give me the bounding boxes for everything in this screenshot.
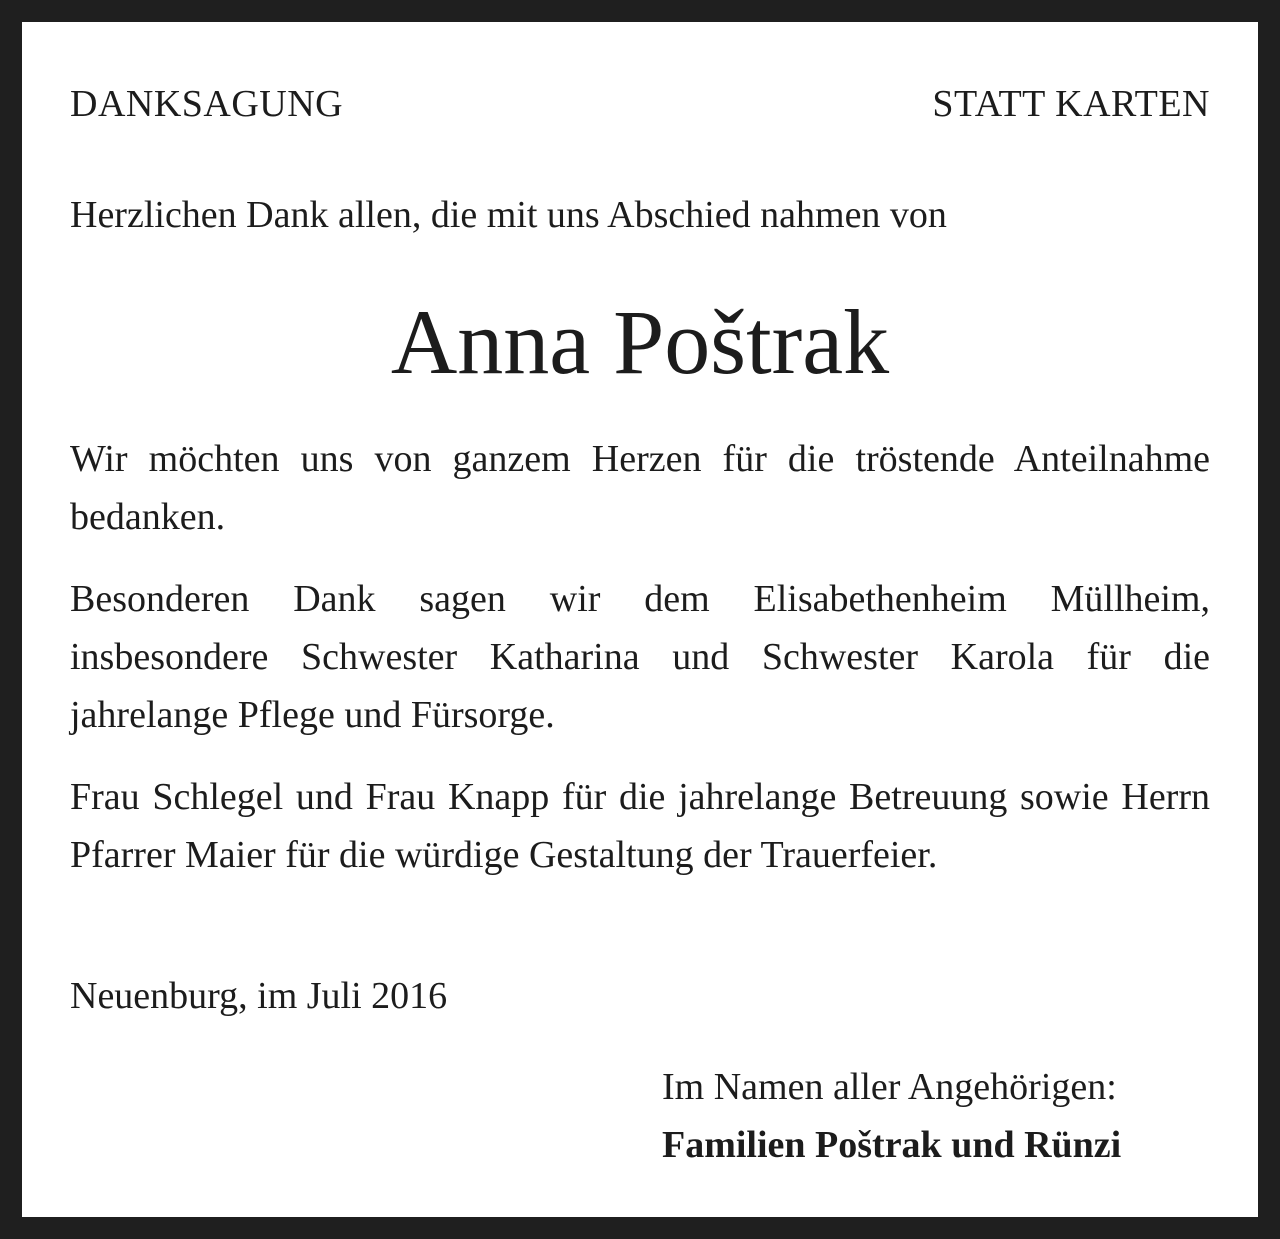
header-row (70, 84, 1210, 124)
paragraph-condolences: Wir möchten uns von ganzem Herzen für die tröstende Anteilnahme bedanken. (70, 438, 1210, 538)
signature-line: Im Namen aller Angehörigen: (662, 1066, 1117, 1108)
paragraph-support: Frau Schlegel und Frau Knapp für die jahrelange Betreuung sowie Herrn Pfarrer Maier für die würdige Gestaltung der Trauerfeier. (70, 776, 1210, 876)
signature-block (662, 1058, 1121, 1174)
header-no-cards-label: STATT KARTEN (932, 83, 1210, 125)
obituary-card (22, 22, 1258, 1217)
paragraph-care-home: Besonderen Dank sagen wir dem Elisabethenheim Müllheim, insbesondere Schwester Katharina und Schwester Karola für die jahrelange Pflege und Fürsorge. (70, 578, 1210, 736)
place-date: Neuenburg, im Juli 2016 (70, 975, 448, 1017)
intro-text: Herzlichen Dank allen, die mit uns Abschied nahmen von (70, 194, 947, 236)
deceased-name: Anna Poštrak (390, 291, 890, 393)
header-thanks-label: DANKSAGUNG (70, 83, 344, 125)
signature-family: Familien Poštrak und Rünzi (662, 1124, 1122, 1166)
